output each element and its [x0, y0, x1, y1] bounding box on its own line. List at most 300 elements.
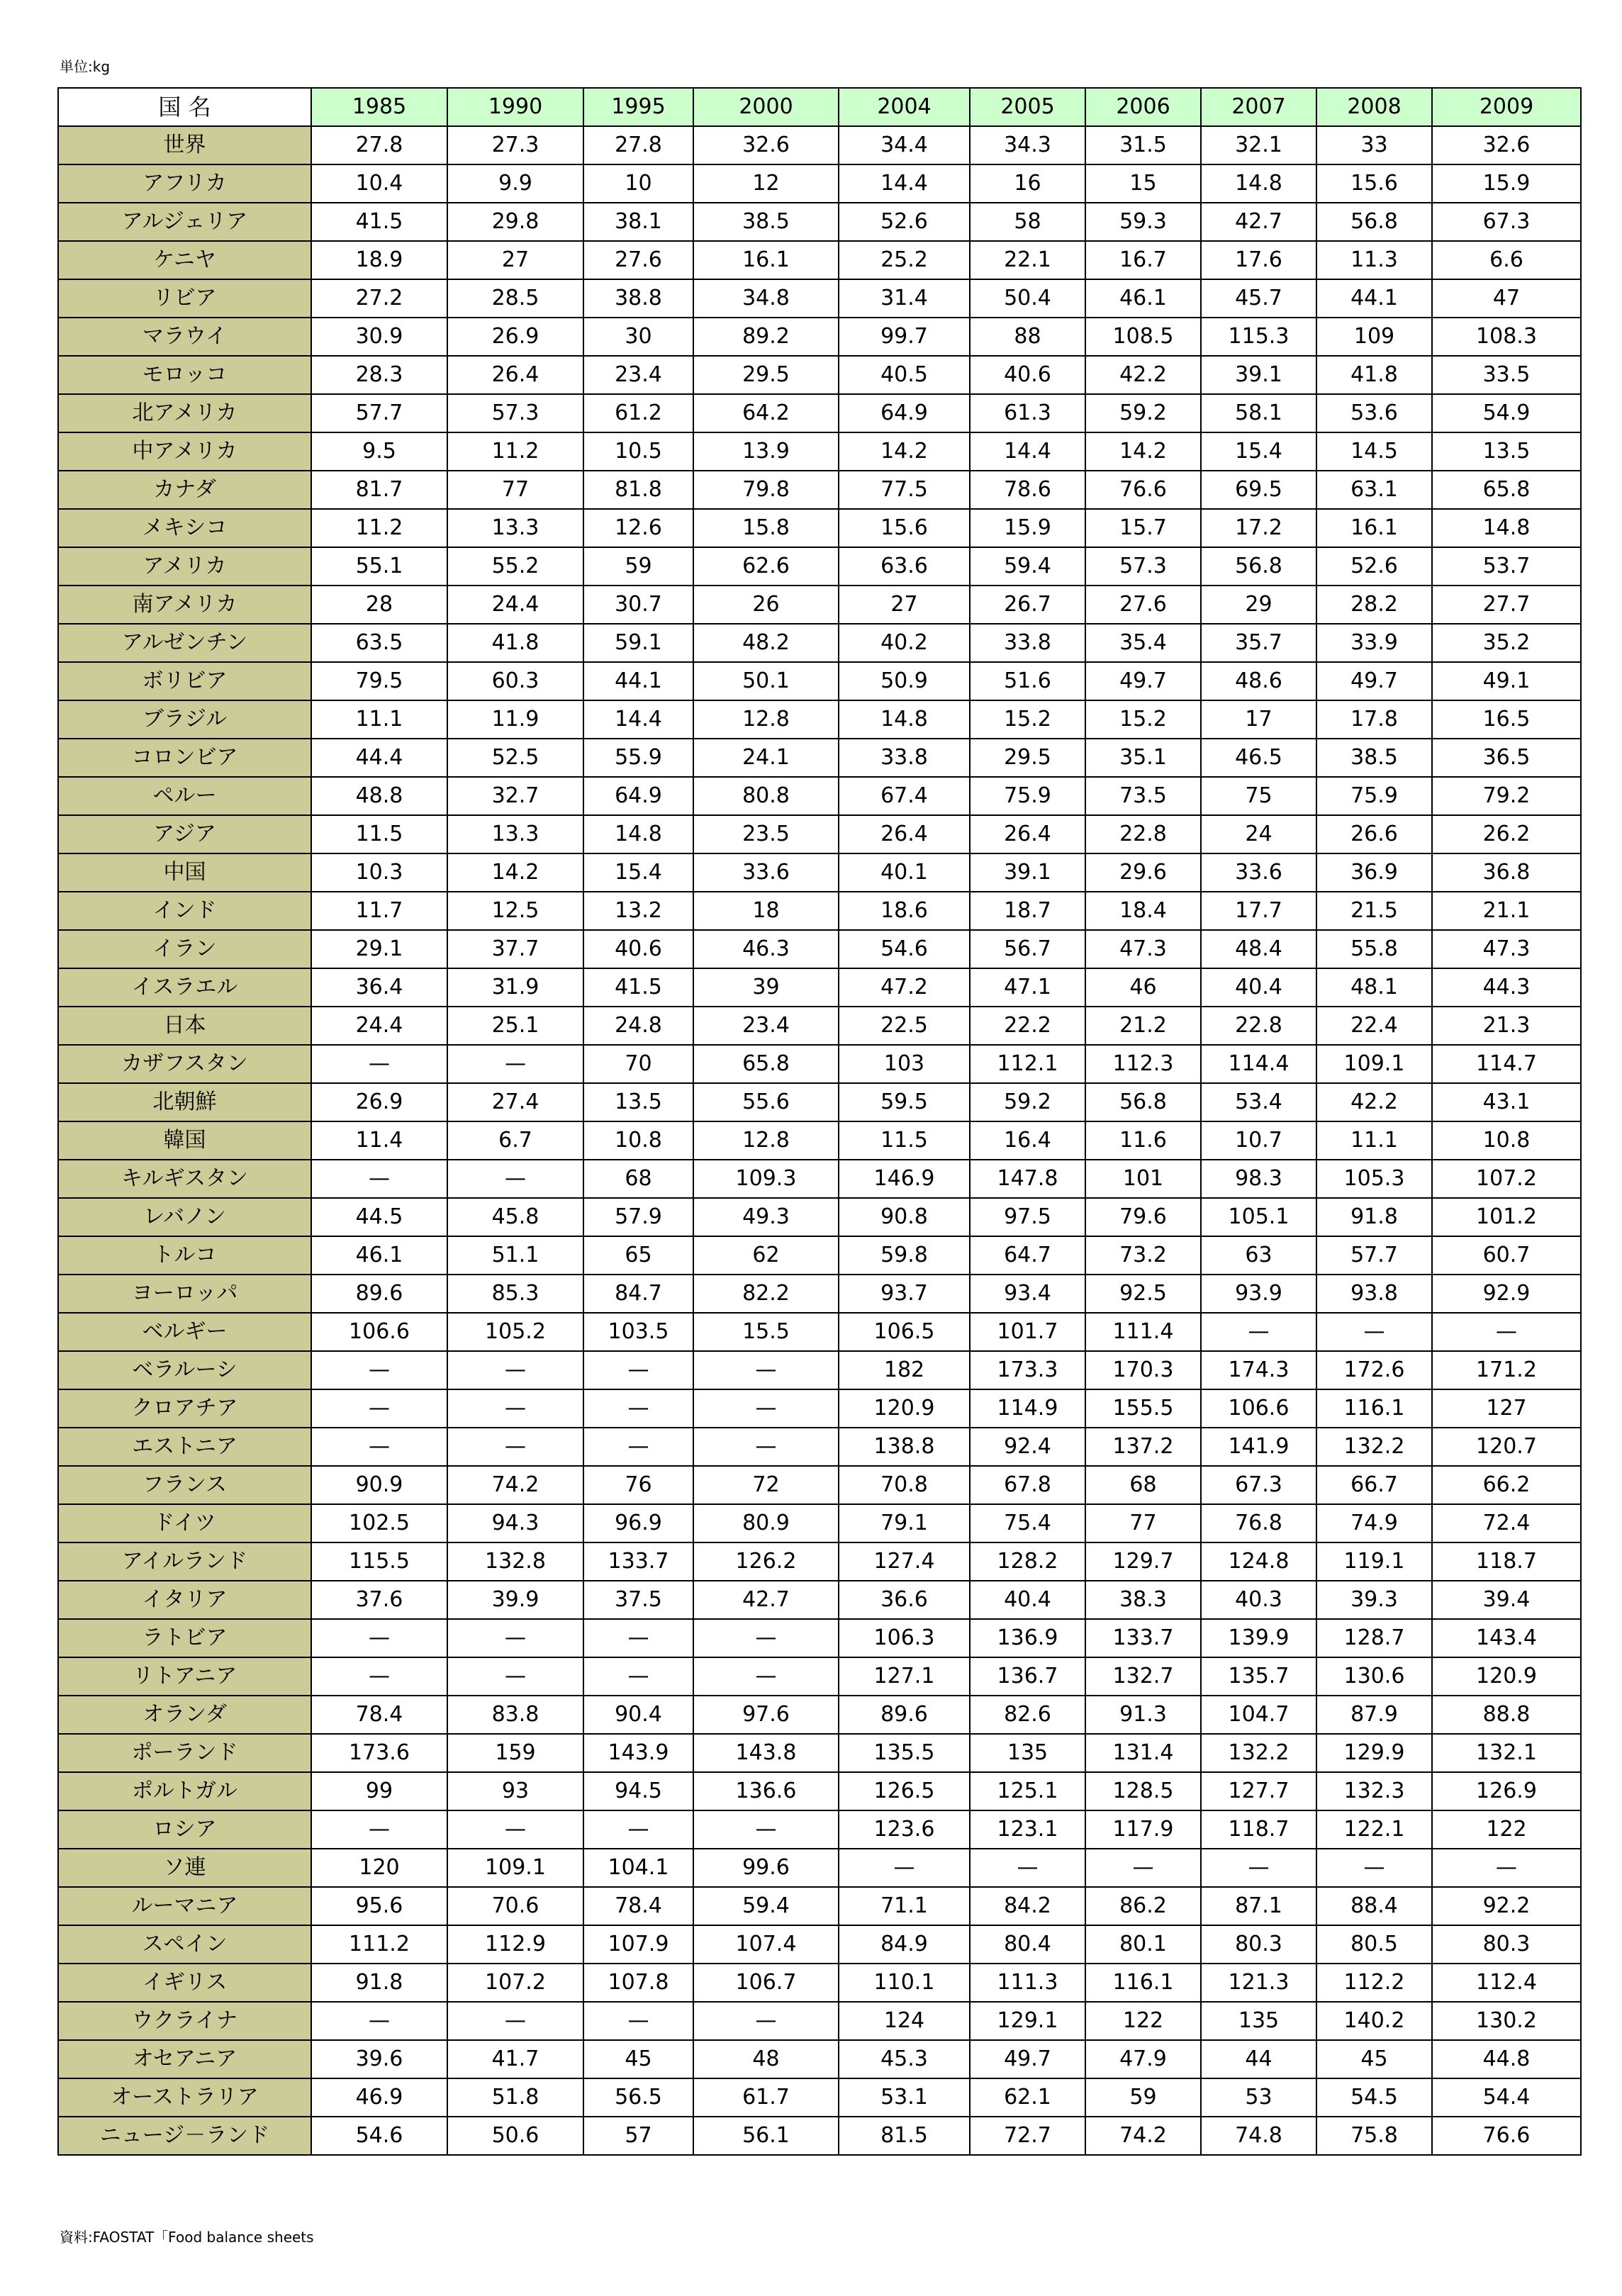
table-row — [58, 1810, 1581, 1849]
value-cell: 55.8 — [1316, 930, 1432, 968]
value-cell: 14.2 — [839, 432, 970, 471]
value-cell: 120 — [311, 1849, 447, 1887]
value-cell: — — [693, 1619, 839, 1657]
value-cell: 33 — [1316, 126, 1432, 164]
value-cell: 12.8 — [693, 1121, 839, 1160]
value-cell: 34.4 — [839, 126, 970, 164]
value-cell: 96.9 — [583, 1504, 693, 1542]
value-cell: 122 — [1085, 2002, 1201, 2040]
value-cell: 65.8 — [1432, 471, 1581, 509]
value-cell: 65.8 — [693, 1045, 839, 1083]
value-cell: — — [447, 1657, 583, 1696]
country-name-cell: キルギスタン — [58, 1160, 311, 1198]
country-name-cell: 韓国 — [58, 1121, 311, 1160]
table-row — [58, 2002, 1581, 2040]
value-cell: 129.1 — [970, 2002, 1085, 2040]
country-name-cell: ベラルーシ — [58, 1351, 311, 1389]
value-cell: 33.8 — [970, 624, 1085, 662]
country-name-cell: ウクライナ — [58, 2002, 311, 2040]
value-cell: 70.8 — [839, 1466, 970, 1504]
value-cell: — — [311, 1619, 447, 1657]
value-cell: 107.9 — [583, 1925, 693, 1964]
value-cell: 80.1 — [1085, 1925, 1201, 1964]
year-header: 2009 — [1432, 88, 1581, 126]
value-cell: 58.1 — [1201, 394, 1316, 432]
value-cell: 16 — [970, 164, 1085, 203]
value-cell: 52.5 — [447, 739, 583, 777]
value-cell: 30.7 — [583, 586, 693, 624]
value-cell: 11.3 — [1316, 241, 1432, 279]
value-cell: — — [1432, 1849, 1581, 1887]
value-cell: — — [1085, 1849, 1201, 1887]
table-row — [58, 1964, 1581, 2002]
value-cell: 54.6 — [839, 930, 970, 968]
country-name-cell: 日本 — [58, 1007, 311, 1045]
value-cell: 122.1 — [1316, 1810, 1432, 1849]
value-cell: 46.1 — [311, 1236, 447, 1275]
value-cell: 10 — [583, 164, 693, 203]
country-name-cell: 北朝鮮 — [58, 1083, 311, 1121]
value-cell: 47.3 — [1085, 930, 1201, 968]
value-cell: 64.7 — [970, 1236, 1085, 1275]
value-cell: 18.9 — [311, 241, 447, 279]
value-cell: 122 — [1432, 1810, 1581, 1849]
country-name-cell: アメリカ — [58, 547, 311, 586]
value-cell: 118.7 — [1201, 1810, 1316, 1849]
value-cell: 10.8 — [583, 1121, 693, 1160]
value-cell: — — [311, 1389, 447, 1428]
value-cell: 59.2 — [1085, 394, 1201, 432]
value-cell: 11.1 — [311, 700, 447, 739]
table-row — [58, 1275, 1581, 1313]
value-cell: 57.7 — [311, 394, 447, 432]
value-cell: 33.8 — [839, 739, 970, 777]
value-cell: 57.3 — [1085, 547, 1201, 586]
value-cell: 129.9 — [1316, 1734, 1432, 1772]
value-cell: 126.2 — [693, 1542, 839, 1581]
table-row — [58, 318, 1581, 356]
value-cell: 78.6 — [970, 471, 1085, 509]
value-cell: — — [1432, 1313, 1581, 1351]
value-cell: 84.2 — [970, 1887, 1085, 1925]
value-cell: 107.2 — [447, 1964, 583, 2002]
value-cell: 128.5 — [1085, 1772, 1201, 1810]
table-row — [58, 1887, 1581, 1925]
value-cell: 6.6 — [1432, 241, 1581, 279]
value-cell: 13.3 — [447, 815, 583, 853]
value-cell: 42.7 — [693, 1581, 839, 1619]
table-row — [58, 1313, 1581, 1351]
value-cell: 140.2 — [1316, 2002, 1432, 2040]
value-cell: — — [1201, 1849, 1316, 1887]
value-cell: — — [839, 1849, 970, 1887]
value-cell: 45.8 — [447, 1198, 583, 1236]
value-cell: 29.8 — [447, 203, 583, 241]
value-cell: 101.2 — [1432, 1198, 1581, 1236]
value-cell: 129.7 — [1085, 1542, 1201, 1581]
value-cell: 108.5 — [1085, 318, 1201, 356]
value-cell: 130.2 — [1432, 2002, 1581, 2040]
value-cell: 104.7 — [1201, 1696, 1316, 1734]
value-cell: — — [311, 2002, 447, 2040]
table-row — [58, 1198, 1581, 1236]
value-cell: 38.8 — [583, 279, 693, 318]
table-row — [58, 432, 1581, 471]
value-cell: 97.6 — [693, 1696, 839, 1734]
value-cell: 45 — [583, 2040, 693, 2078]
table-row — [58, 777, 1581, 815]
value-cell: 89.2 — [693, 318, 839, 356]
value-cell: 127.4 — [839, 1542, 970, 1581]
value-cell: 40.5 — [839, 356, 970, 394]
table-row — [58, 471, 1581, 509]
value-cell: — — [447, 1619, 583, 1657]
value-cell: 99 — [311, 1772, 447, 1810]
value-cell: 18.6 — [839, 892, 970, 930]
country-name-cell: スペイン — [58, 1925, 311, 1964]
table-row — [58, 2078, 1581, 2117]
value-cell: 50.9 — [839, 662, 970, 700]
value-cell: 85.3 — [447, 1275, 583, 1313]
table-row — [58, 2040, 1581, 2078]
value-cell: 33.6 — [693, 853, 839, 892]
value-cell: 63.6 — [839, 547, 970, 586]
value-cell: 23.4 — [693, 1007, 839, 1045]
value-cell: 70.6 — [447, 1887, 583, 1925]
value-cell: 44.8 — [1432, 2040, 1581, 2078]
value-cell: 108.3 — [1432, 318, 1581, 356]
value-cell: 118.7 — [1432, 1542, 1581, 1581]
value-cell: 39.4 — [1432, 1581, 1581, 1619]
value-cell: 87.9 — [1316, 1696, 1432, 1734]
value-cell: 56.8 — [1201, 547, 1316, 586]
value-cell: 37.6 — [311, 1581, 447, 1619]
value-cell: 173.6 — [311, 1734, 447, 1772]
value-cell: 54.9 — [1432, 394, 1581, 432]
value-cell: 10.7 — [1201, 1121, 1316, 1160]
value-cell: 63 — [1201, 1236, 1316, 1275]
value-cell: 12 — [693, 164, 839, 203]
value-cell: 126.9 — [1432, 1772, 1581, 1810]
year-header: 2006 — [1085, 88, 1201, 126]
value-cell: 112.3 — [1085, 1045, 1201, 1083]
value-cell: 67.4 — [839, 777, 970, 815]
value-cell: 27 — [839, 586, 970, 624]
value-cell: 22.8 — [1201, 1007, 1316, 1045]
value-cell: 15.8 — [693, 509, 839, 547]
value-cell: 82.6 — [970, 1696, 1085, 1734]
value-cell: 16.4 — [970, 1121, 1085, 1160]
value-cell: 141.9 — [1201, 1428, 1316, 1466]
value-cell: 46 — [1085, 968, 1201, 1007]
value-cell: 60.7 — [1432, 1236, 1581, 1275]
value-cell: 47.1 — [970, 968, 1085, 1007]
table-row — [58, 1504, 1581, 1542]
year-header: 1990 — [447, 88, 583, 126]
value-cell: 38.5 — [693, 203, 839, 241]
value-cell: 102.5 — [311, 1504, 447, 1542]
value-cell: 81.5 — [839, 2117, 970, 2155]
value-cell: 111.2 — [311, 1925, 447, 1964]
value-cell: 49.3 — [693, 1198, 839, 1236]
value-cell: 132.2 — [1201, 1734, 1316, 1772]
value-cell: 11.4 — [311, 1121, 447, 1160]
value-cell: 46.5 — [1201, 739, 1316, 777]
table-row — [58, 624, 1581, 662]
value-cell: 17.2 — [1201, 509, 1316, 547]
value-cell: 61.3 — [970, 394, 1085, 432]
value-cell: 15.7 — [1085, 509, 1201, 547]
value-cell: — — [447, 1351, 583, 1389]
country-name-cell: 中アメリカ — [58, 432, 311, 471]
table-row — [58, 586, 1581, 624]
table-row — [58, 2117, 1581, 2155]
value-cell: 132.8 — [447, 1542, 583, 1581]
value-cell: 91.8 — [311, 1964, 447, 2002]
value-cell: — — [311, 1351, 447, 1389]
value-cell: 82.2 — [693, 1275, 839, 1313]
value-cell: 51.8 — [447, 2078, 583, 2117]
table-row — [58, 1083, 1581, 1121]
value-cell: 132.3 — [1316, 1772, 1432, 1810]
value-cell: 48.2 — [693, 624, 839, 662]
country-name-cell: カザフスタン — [58, 1045, 311, 1083]
value-cell: 131.4 — [1085, 1734, 1201, 1772]
value-cell: 23.5 — [693, 815, 839, 853]
value-cell: 25.2 — [839, 241, 970, 279]
table-row — [58, 853, 1581, 892]
value-cell: 69.5 — [1201, 471, 1316, 509]
value-cell: 106.6 — [1201, 1389, 1316, 1428]
value-cell: 14.8 — [583, 815, 693, 853]
value-cell: 46.9 — [311, 2078, 447, 2117]
value-cell: 12.6 — [583, 509, 693, 547]
value-cell: 26.4 — [447, 356, 583, 394]
year-header: 1985 — [311, 88, 447, 126]
country-name-cell: クロアチア — [58, 1389, 311, 1428]
value-cell: 75.9 — [1316, 777, 1432, 815]
value-cell: 73.5 — [1085, 777, 1201, 815]
value-cell: 136.9 — [970, 1619, 1085, 1657]
value-cell: 72.4 — [1432, 1504, 1581, 1542]
value-cell: 12.5 — [447, 892, 583, 930]
value-cell: 57 — [583, 2117, 693, 2155]
table-row — [58, 1007, 1581, 1045]
country-name-cell: オーストラリア — [58, 2078, 311, 2117]
table-row — [58, 1657, 1581, 1696]
table-row — [58, 279, 1581, 318]
value-cell: 27.3 — [447, 126, 583, 164]
value-cell: 30.9 — [311, 318, 447, 356]
value-cell: 31.4 — [839, 279, 970, 318]
value-cell: 11.6 — [1085, 1121, 1201, 1160]
value-cell: 55.9 — [583, 739, 693, 777]
value-cell: 115.3 — [1201, 318, 1316, 356]
value-cell: 17.8 — [1316, 700, 1432, 739]
value-cell: 62.6 — [693, 547, 839, 586]
value-cell: 59.1 — [583, 624, 693, 662]
value-cell: 143.9 — [583, 1734, 693, 1772]
value-cell: 36.6 — [839, 1581, 970, 1619]
country-name-cell: メキシコ — [58, 509, 311, 547]
value-cell: 6.7 — [447, 1121, 583, 1160]
value-cell: 15.9 — [970, 509, 1085, 547]
value-cell: 55.2 — [447, 547, 583, 586]
value-cell: 40.3 — [1201, 1581, 1316, 1619]
value-cell: 105.1 — [1201, 1198, 1316, 1236]
data-table — [57, 87, 1582, 2156]
value-cell: — — [1316, 1313, 1432, 1351]
table-row — [58, 700, 1581, 739]
value-cell: 81.7 — [311, 471, 447, 509]
value-cell: 74.2 — [447, 1466, 583, 1504]
value-cell: 14.2 — [447, 853, 583, 892]
country-name-cell: ポーランド — [58, 1734, 311, 1772]
value-cell: 54.5 — [1316, 2078, 1432, 2117]
value-cell: 22.5 — [839, 1007, 970, 1045]
value-cell: 15.4 — [1201, 432, 1316, 471]
value-cell: 37.5 — [583, 1581, 693, 1619]
value-cell: 93.4 — [970, 1275, 1085, 1313]
country-name-cell: ニュージ－ランド — [58, 2117, 311, 2155]
country-name-cell: フランス — [58, 1466, 311, 1504]
table-row — [58, 547, 1581, 586]
value-cell: 174.3 — [1201, 1351, 1316, 1389]
value-cell: 26.4 — [839, 815, 970, 853]
value-cell: 65 — [583, 1236, 693, 1275]
value-cell: — — [693, 1428, 839, 1466]
value-cell: 27.7 — [1432, 586, 1581, 624]
value-cell: 92.5 — [1085, 1275, 1201, 1313]
value-cell: 41.5 — [311, 203, 447, 241]
value-cell: 18 — [693, 892, 839, 930]
value-cell: — — [583, 1657, 693, 1696]
table-body — [58, 126, 1581, 2155]
value-cell: 44.5 — [311, 1198, 447, 1236]
value-cell: 59 — [1085, 2078, 1201, 2117]
value-cell: 123.1 — [970, 1810, 1085, 1849]
value-cell: — — [693, 2002, 839, 2040]
value-cell: 44.4 — [311, 739, 447, 777]
value-cell: 103.5 — [583, 1313, 693, 1351]
value-cell: 80.3 — [1432, 1925, 1581, 1964]
value-cell: 35.7 — [1201, 624, 1316, 662]
value-cell: 47.2 — [839, 968, 970, 1007]
value-cell: 35.4 — [1085, 624, 1201, 662]
value-cell: — — [1201, 1313, 1316, 1351]
country-name-cell: レバノン — [58, 1198, 311, 1236]
table-row — [58, 203, 1581, 241]
value-cell: 11.2 — [447, 432, 583, 471]
value-cell: 59.4 — [693, 1887, 839, 1925]
table-row — [58, 1466, 1581, 1504]
value-cell: 155.5 — [1085, 1389, 1201, 1428]
country-name-cell: ラトビア — [58, 1619, 311, 1657]
value-cell: 56.8 — [1316, 203, 1432, 241]
value-cell: 106.6 — [311, 1313, 447, 1351]
value-cell: 75 — [1201, 777, 1316, 815]
value-cell: 49.7 — [1085, 662, 1201, 700]
value-cell: 31.9 — [447, 968, 583, 1007]
value-cell: 41.8 — [1316, 356, 1432, 394]
table-row — [58, 1351, 1581, 1389]
value-cell: 90.8 — [839, 1198, 970, 1236]
value-cell: 59.8 — [839, 1236, 970, 1275]
value-cell: 36.9 — [1316, 853, 1432, 892]
country-name-cell: トルコ — [58, 1236, 311, 1275]
value-cell: 80.5 — [1316, 1925, 1432, 1964]
value-cell: 109.3 — [693, 1160, 839, 1198]
value-cell: 21.5 — [1316, 892, 1432, 930]
value-cell: 37.7 — [447, 930, 583, 968]
value-cell: 56.5 — [583, 2078, 693, 2117]
value-cell: 26.6 — [1316, 815, 1432, 853]
value-cell: 120.9 — [839, 1389, 970, 1428]
value-cell: 76 — [583, 1466, 693, 1504]
value-cell: 32.1 — [1201, 126, 1316, 164]
value-cell: 123.6 — [839, 1810, 970, 1849]
value-cell: 24.1 — [693, 739, 839, 777]
country-name-cell: ヨーロッパ — [58, 1275, 311, 1313]
value-cell: 27.8 — [583, 126, 693, 164]
year-header: 2008 — [1316, 88, 1432, 126]
country-name-cell: イラン — [58, 930, 311, 968]
value-cell: 132.7 — [1085, 1657, 1201, 1696]
value-cell: 90.4 — [583, 1696, 693, 1734]
value-cell: 128.7 — [1316, 1619, 1432, 1657]
value-cell: 143.8 — [693, 1734, 839, 1772]
country-name-cell: リビア — [58, 279, 311, 318]
table-row — [58, 930, 1581, 968]
value-cell: 59.3 — [1085, 203, 1201, 241]
value-cell: 11.2 — [311, 509, 447, 547]
value-cell: 36.8 — [1432, 853, 1581, 892]
value-cell: 40.4 — [970, 1581, 1085, 1619]
value-cell: 24.8 — [583, 1007, 693, 1045]
value-cell: — — [311, 1428, 447, 1466]
value-cell: 40.4 — [1201, 968, 1316, 1007]
table-row — [58, 1121, 1581, 1160]
value-cell: 38.1 — [583, 203, 693, 241]
country-name-cell: オセアニア — [58, 2040, 311, 2078]
value-cell: 24.4 — [311, 1007, 447, 1045]
country-name-cell: インド — [58, 892, 311, 930]
table-row — [58, 1389, 1581, 1428]
value-cell: 15.2 — [970, 700, 1085, 739]
country-name-cell: ルーマニア — [58, 1887, 311, 1925]
value-cell: 74.2 — [1085, 2117, 1201, 2155]
value-cell: 127.1 — [839, 1657, 970, 1696]
value-cell: 63.1 — [1316, 471, 1432, 509]
value-cell: — — [583, 1619, 693, 1657]
value-cell: 56.7 — [970, 930, 1085, 968]
value-cell: 135.5 — [839, 1734, 970, 1772]
value-cell: 10.8 — [1432, 1121, 1581, 1160]
value-cell: 45.3 — [839, 2040, 970, 2078]
country-name-cell: コロンビア — [58, 739, 311, 777]
value-cell: 29 — [1201, 586, 1316, 624]
value-cell: 138.8 — [839, 1428, 970, 1466]
value-cell: 79.5 — [311, 662, 447, 700]
value-cell: 25.1 — [447, 1007, 583, 1045]
value-cell: 15.6 — [1316, 164, 1432, 203]
value-cell: 67.3 — [1201, 1466, 1316, 1504]
value-cell: — — [583, 1428, 693, 1466]
value-cell: 128.2 — [970, 1542, 1085, 1581]
value-cell: 56.1 — [693, 2117, 839, 2155]
value-cell: 27.6 — [583, 241, 693, 279]
value-cell: 173.3 — [970, 1351, 1085, 1389]
